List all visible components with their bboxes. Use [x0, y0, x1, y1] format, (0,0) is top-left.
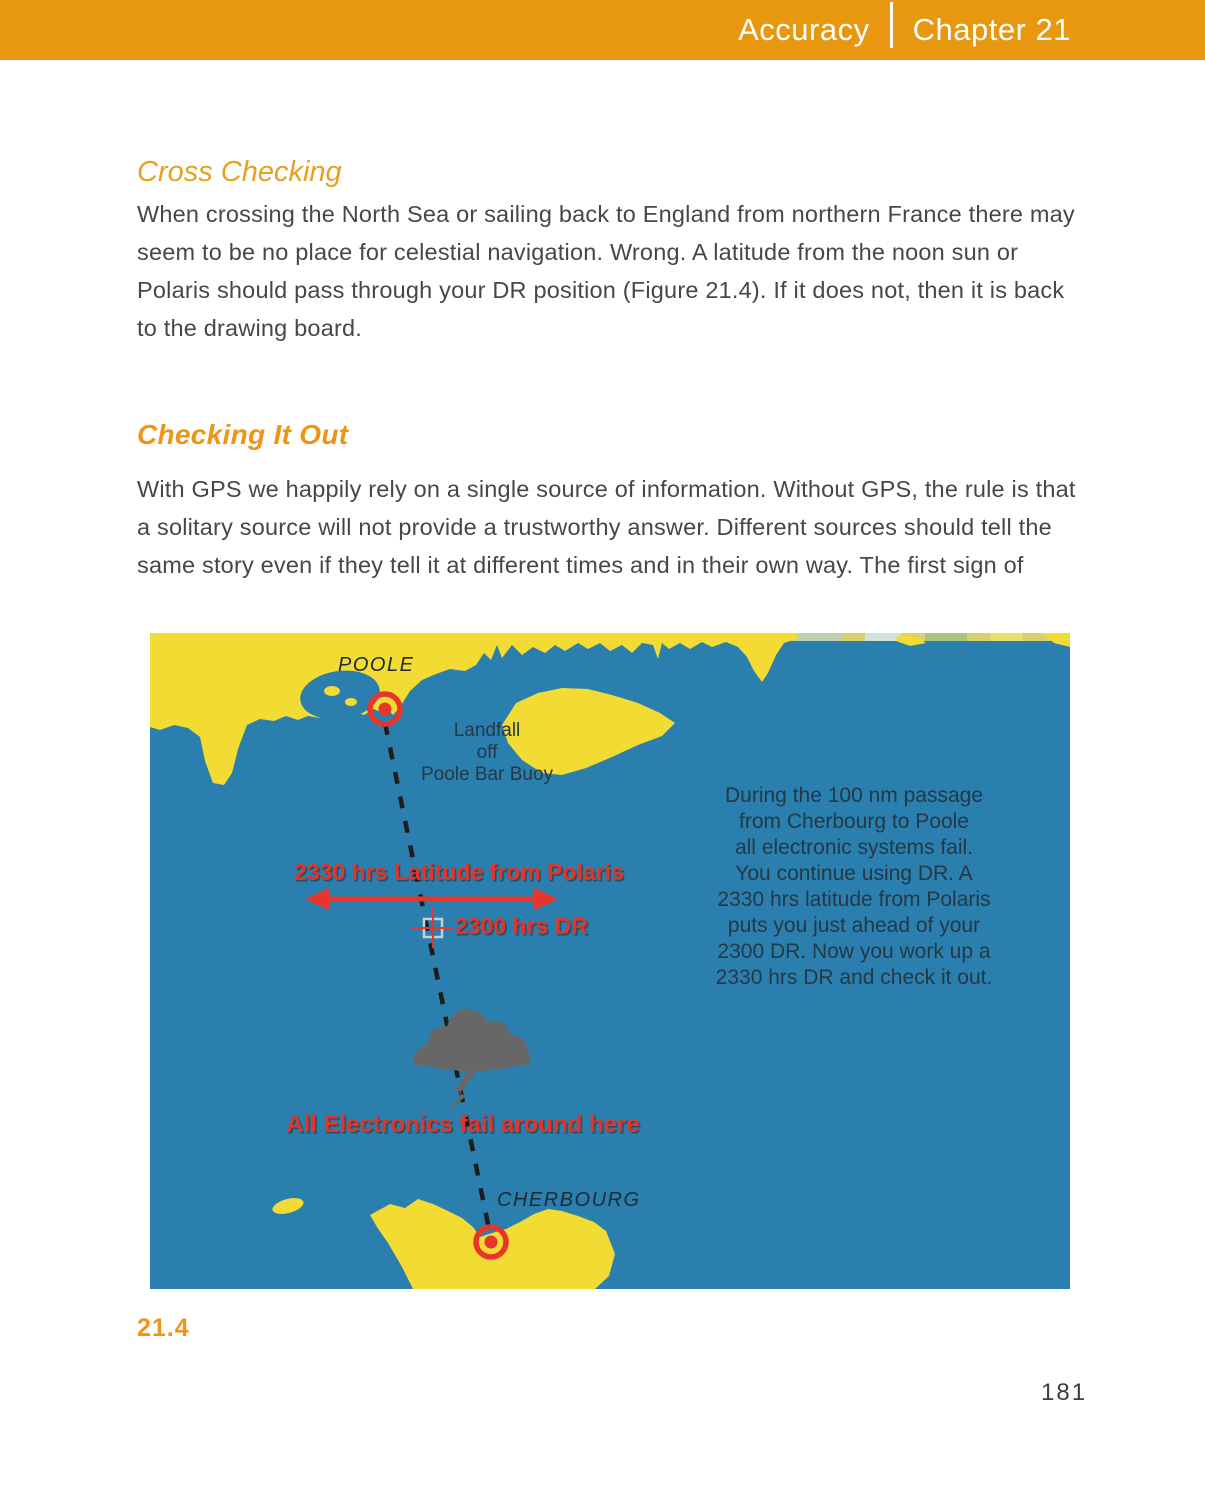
figure-caption: 21.4	[137, 1314, 190, 1342]
header-chapter-title: Chapter 21	[912, 12, 1071, 47]
section-title-checking-it-out: Checking It Out	[137, 419, 349, 450]
harbour-islet	[324, 686, 340, 696]
harbour-islet	[345, 698, 357, 706]
poole-city-label: POOLE	[338, 654, 415, 676]
narrative-line: puts you just ahead of your	[727, 914, 981, 937]
landfall-note	[387, 720, 587, 786]
page-number: 181	[1041, 1379, 1088, 1406]
narrative-line: 2300 DR. Now you work up a	[717, 940, 991, 963]
cherbourg-city-label: CHERBOURG	[497, 1189, 641, 1211]
dr-annotation: 2300 hrs DR	[455, 913, 588, 939]
paragraph-cross-checking: When crossing the North Sea or sailing back to England from northern France there may seem to be no place for celestial navigation. Wrong. A latitude from the noon sun or Polaris should pass through your DR position (Figure 21.4). If it does not, then it is back to the drawing board.	[137, 201, 1075, 341]
header-divider	[890, 2, 893, 48]
section-title-cross-checking: Cross Checking	[137, 156, 342, 188]
landfall-note-line: Landfall	[453, 720, 521, 741]
narrative-line: from Cherbourg to Poole	[739, 810, 969, 833]
landfall-note-line: off	[476, 742, 498, 763]
narrative-line: 2330 hrs DR and check it out.	[715, 966, 993, 989]
passage-narrative-note	[698, 783, 1010, 991]
landfall-note-line: Poole Bar Buoy	[420, 764, 554, 785]
narrative-line: all electronic systems fail.	[734, 836, 974, 859]
chapter-header-banner	[0, 0, 1205, 60]
latitude-annotation: 2330 hrs Latitude from Polaris	[294, 859, 624, 885]
electronics-fail-annotation: All Electronics fail around here	[286, 1111, 640, 1138]
narrative-line: 2330 hrs latitude from Polaris	[717, 888, 991, 911]
narrative-line: During the 100 nm passage	[725, 784, 983, 807]
narrative-line: You continue using DR. A	[735, 862, 973, 885]
header-section-title: Accuracy	[738, 12, 870, 47]
paragraph-checking-it-out: With GPS we happily rely on a single source of information. Without GPS, the rule is that a solitary source will not provide a trustworthy answer. Different sources should tell the same story even if they tell it at different times and in their own way. The first sign of	[137, 476, 1076, 578]
figure-21-4-map	[150, 633, 1070, 1289]
